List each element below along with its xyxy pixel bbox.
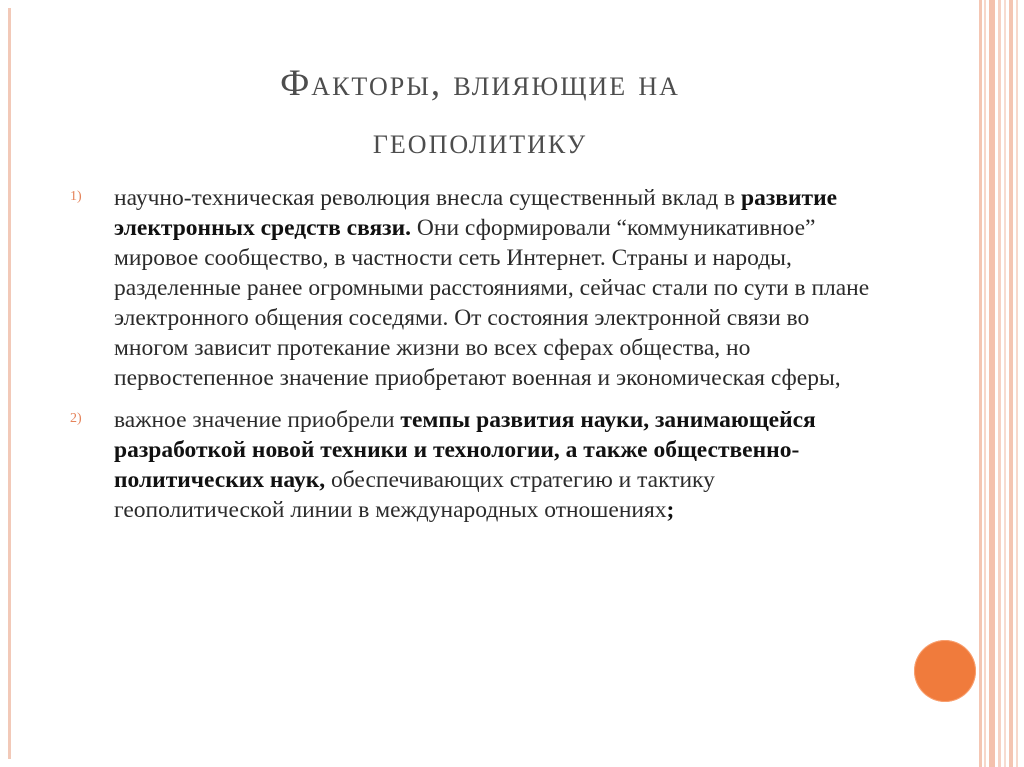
- right-decorative-stripe: [1016, 0, 1018, 767]
- list-item: [70, 183, 870, 393]
- text-segment: научно-техническая революция внесла существенный вклад в: [114, 185, 742, 211]
- bold-text-segment: ;: [666, 497, 675, 523]
- right-decorative-stripe: [998, 0, 1001, 767]
- left-border-line: [8, 8, 11, 759]
- slide-title-line-2: геополитику: [372, 121, 588, 162]
- list-item: [70, 405, 870, 525]
- list-item-number: 1): [70, 189, 82, 204]
- decorative-orange-circle: [914, 640, 976, 702]
- right-decorative-stripe: [979, 0, 982, 767]
- right-decorative-stripe: [1009, 0, 1013, 767]
- slide-title-line-1: Факторы, влияющие на: [280, 63, 680, 104]
- bold-text-segment: темпы развития науки, занимающейся разработкой новой техники и технологии, а также общественно-политических наук,: [114, 407, 816, 493]
- factor-list: [70, 183, 870, 537]
- text-segment: Они сформировали “коммуникативное” мировое сообщество, в частности сеть Интернет. Страны и народы, разделенные ранее огромными расстояниями, сейчас стали по сути в плане электронного общения соседями. От состояния электронной связи во многом зависит протекание жизни во всех сферах общества, но первостепенное значение приобретают военная и экономическая сферы,: [114, 215, 870, 391]
- right-decorative-stripe: [1004, 0, 1006, 767]
- list-item-text: [114, 405, 870, 525]
- right-decorative-stripe: [989, 0, 995, 767]
- bold-text-segment: развитие электронных средств связи.: [114, 185, 838, 241]
- right-decorative-stripe: [984, 0, 986, 767]
- list-item-number: 2): [70, 411, 82, 426]
- slide-title: [130, 55, 830, 171]
- text-segment: обеспечивающих стратегию и тактику геополитической линии в международных отношениях: [114, 467, 715, 523]
- text-segment: важное значение приобрели: [114, 407, 401, 433]
- list-item-text: [114, 183, 870, 393]
